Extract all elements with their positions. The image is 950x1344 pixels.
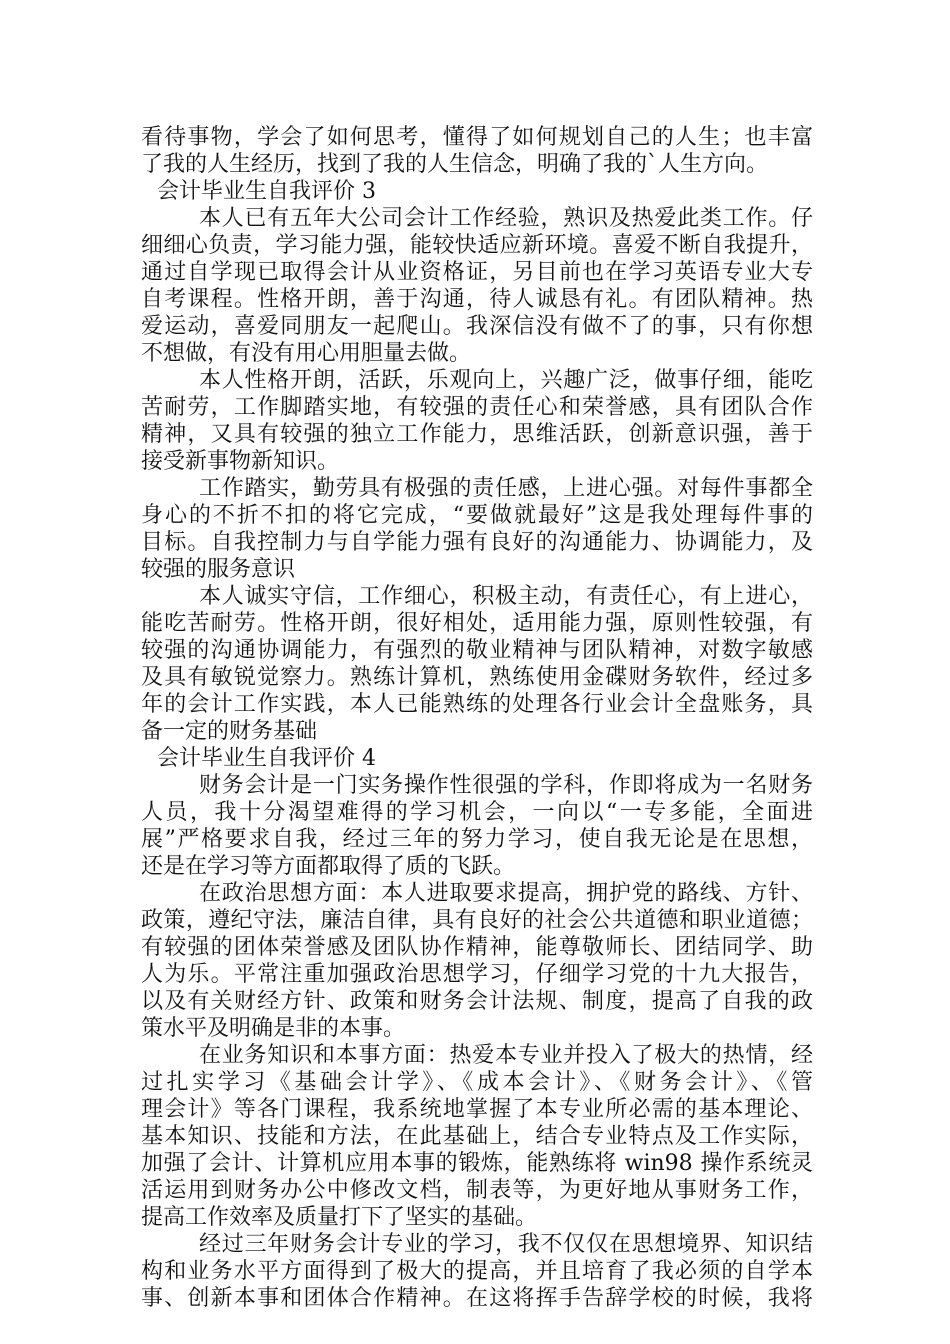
text-line: 政策，遵纪守法，廉洁自律，具有良好的社会公共道德和职业道德； bbox=[141, 908, 813, 933]
paragraph-first-line: 本人性格开朗，活跃，乐观向上，兴趣广泛，做事仔细，能吃 bbox=[199, 368, 813, 393]
text-line: 爱运动，喜爱同朋友一起爬山。我深信没有做不了的事，只有你想 bbox=[141, 314, 813, 339]
paragraph-first-line: 在政治思想方面：本人进取要求提高，拥护党的路线、方针、 bbox=[199, 881, 813, 906]
text-line: 通过自学现已取得会计从业资格证，另目前也在学习英语专业大专 bbox=[141, 260, 813, 285]
text-line: 事、创新本事和团体合作精神。在这将挥手告辞学校的时候，我将 bbox=[141, 1286, 813, 1311]
section-heading: 会计毕业生自我评价 4 bbox=[157, 746, 376, 771]
text-line: 自考课程。性格开朗，善于沟通，待人诚恳有礼。有团队精神。热 bbox=[141, 287, 813, 312]
text-line: 提高工作效率及质量打下了坚实的基础。 bbox=[141, 1205, 538, 1230]
text-line: 基本知识、技能和方法，在此基础上，结合专业特点及工作实际， bbox=[141, 1124, 813, 1149]
text-line: 接受新事物新知识。 bbox=[141, 449, 340, 474]
text-line: 以及有关财经方针、政策和财务会计法规、制度，提高了自我的政 bbox=[141, 989, 813, 1014]
text-line: 看待事物，学会了如何思考，懂得了如何规划自己的人生；也丰富 bbox=[141, 125, 813, 150]
text-line: 活运用到财务办公中修改文档，制表等，为更好地从事财务工作， bbox=[141, 1178, 813, 1203]
text-line: 精神，又具有较强的独立工作能力，思维活跃，创新意识强，善于 bbox=[141, 422, 813, 447]
text-line: 理会计》等各门课程，我系统地掌握了本专业所必需的基本理论、 bbox=[141, 1097, 813, 1122]
paragraph-first-line: 工作踏实，勤劳具有极强的责任感，上进心强。对每件事都全 bbox=[199, 476, 813, 501]
paragraph-first-line: 本人诚实守信，工作细心，积极主动，有责任心，有上进心， bbox=[199, 584, 813, 609]
paragraph-first-line: 本人已有五年大公司会计工作经验，熟识及热爱此类工作。仔 bbox=[199, 206, 813, 231]
text-line: 了我的人生经历，找到了我的人生信念，明确了我的`人生方向。 bbox=[141, 152, 769, 177]
paragraph-first-line: 经过三年财务会计专业的学习，我不仅仅在思想境界、知识结 bbox=[199, 1232, 813, 1257]
text-line: 人为乐。平常注重加强政治思想学习，仔细学习党的十九大报告， bbox=[141, 962, 813, 987]
document-page bbox=[141, 124, 813, 1312]
text-line: 过扎实学习《基础会计学》、《成本会计》、《财务会计》、《管 bbox=[141, 1070, 813, 1095]
text-line: 还是在学习等方面都取得了质的飞跃。 bbox=[141, 854, 516, 879]
text-line: 苦耐劳，工作脚踏实地，有较强的责任心和荣誉感，具有团队合作 bbox=[141, 395, 813, 420]
text-line: 较强的服务意识 bbox=[141, 557, 296, 582]
text-line: 备一定的财务基础 bbox=[141, 719, 318, 744]
text-line: 及具有敏锐觉察力。熟练计算机，熟练使用金碟财务软件，经过多 bbox=[141, 665, 813, 690]
text-line: 年的会计工作实践，本人已能熟练的处理各行业会计全盘账务，具 bbox=[141, 692, 813, 717]
text-line: 有较强的团体荣誉感及团队协作精神，能尊敬师长、团结同学、助 bbox=[141, 935, 813, 960]
text-line: 身心的不折不扣的将它完成，“要做就最好”这是我处理每件事的 bbox=[141, 503, 813, 528]
text-line: 目标。自我控制力与自学能力强有良好的沟通能力、协调能力，及 bbox=[141, 530, 813, 555]
paragraph-first-line: 财务会计是一门实务操作性很强的学科，作即将成为一名财务 bbox=[199, 773, 813, 798]
text-line: 能吃苦耐劳。性格开朗，很好相处，适用能力强，原则性较强，有 bbox=[141, 611, 813, 636]
text-line: 构和业务水平方面得到了极大的提高，并且培育了我必须的自学本 bbox=[141, 1259, 813, 1284]
text-line: 展”严格要求自我，经过三年的努力学习，使自我无论是在思想， bbox=[141, 827, 813, 852]
paragraph-first-line: 在业务知识和本事方面：热爱本专业并投入了极大的热情，经 bbox=[199, 1043, 813, 1068]
text-line: 细细心负责，学习能力强，能较快适应新环境。喜爱不断自我提升， bbox=[141, 233, 813, 258]
text-line: 不想做，有没有用心用胆量去做。 bbox=[141, 341, 472, 366]
text-line: 人员，我十分渴望难得的学习机会，一向以“一专多能，全面进 bbox=[141, 800, 813, 825]
text-line: 策水平及明确是非的本事。 bbox=[141, 1016, 406, 1041]
text-line: 加强了会计、计算机应用本事的锻炼，能熟练将 win98 操作系统灵 bbox=[141, 1151, 813, 1176]
section-heading: 会计毕业生自我评价 3 bbox=[157, 179, 376, 204]
text-line: 较强的沟通协调能力，有强烈的敬业精神与团队精神，对数字敏感 bbox=[141, 638, 813, 663]
